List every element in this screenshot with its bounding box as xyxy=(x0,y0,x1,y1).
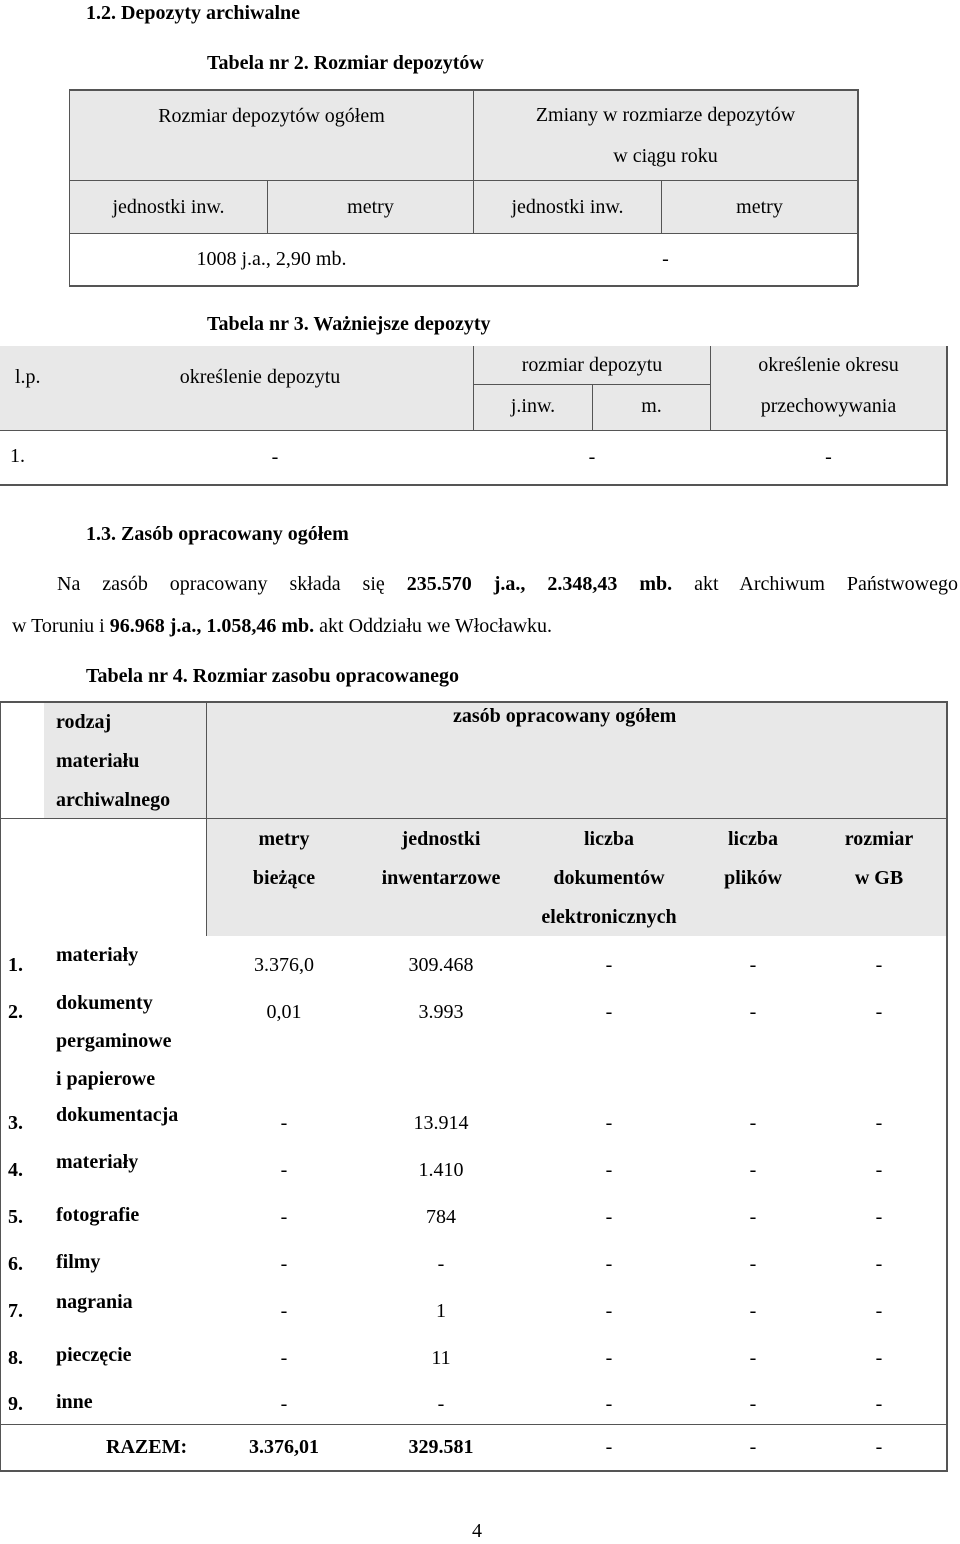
table4-row-name-line xyxy=(56,974,206,976)
table4-row-name-line xyxy=(56,1321,206,1323)
table4-cell-units: 1 xyxy=(436,1300,446,1322)
table4-row-name xyxy=(56,1196,206,1236)
section-heading: 1.3. Zasób opracowany ogółem xyxy=(86,523,349,545)
table4-cell-units: 3.993 xyxy=(418,1001,464,1023)
table3-col-period-sub: przechowywania xyxy=(760,394,897,417)
table4-row-name-line: dokumentacja xyxy=(56,1104,179,1126)
table3-row-size: - xyxy=(588,446,596,468)
table4-cell-gb: - xyxy=(875,1393,883,1415)
table4-cell-files: - xyxy=(749,1112,757,1134)
table4-row-lp: 8. xyxy=(8,1347,23,1369)
table4-row-lp: 4. xyxy=(8,1159,23,1181)
table4-total-e-docs: - xyxy=(605,1436,613,1458)
table4-row-name-line: nagrania xyxy=(56,1291,133,1313)
section-heading: 1.2. Depozyty archiwalne xyxy=(86,2,301,24)
table4-cell-gb: - xyxy=(875,1347,883,1369)
table4-cell-files: - xyxy=(749,1393,757,1415)
table4-row-lp: 6. xyxy=(8,1253,23,1275)
table4-cell-meters: - xyxy=(280,1253,288,1275)
table4-cell-e-docs: - xyxy=(605,1001,613,1023)
table4-cell-files: - xyxy=(749,1347,757,1369)
table4-cell-meters: 0,01 xyxy=(266,1001,302,1023)
table2-subheader: metry xyxy=(736,195,783,218)
table4-row-lp: 5. xyxy=(8,1206,23,1228)
section-paragraph-line xyxy=(12,563,958,605)
table3-row-name: - xyxy=(271,446,279,468)
table4-cell-units: - xyxy=(437,1253,445,1275)
table4-cell-meters: - xyxy=(280,1206,288,1228)
table3-col-size: rozmiar depozytu xyxy=(521,353,663,376)
table2-caption: Tabela nr 2. Rozmiar depozytów xyxy=(207,52,484,74)
page-number: 4 xyxy=(472,1520,482,1542)
table4-cell-gb: - xyxy=(875,1253,883,1275)
table4-row-name-line: pergaminowe xyxy=(56,1030,172,1052)
table4-col-files: liczba plików xyxy=(724,828,782,889)
table4-cell-meters: - xyxy=(280,1393,288,1415)
table4-cell-files: - xyxy=(749,1001,757,1023)
section-paragraph-line xyxy=(12,605,552,647)
table4-cell-gb: - xyxy=(875,1300,883,1322)
table4-cell-gb: - xyxy=(875,1112,883,1134)
table4-cell-e-docs: - xyxy=(605,1112,613,1134)
table4-cell-units: - xyxy=(437,1393,445,1415)
table4-cell-files: - xyxy=(749,1300,757,1322)
table4-row-name-line xyxy=(56,1181,206,1183)
table4-total-units: 329.581 xyxy=(408,1436,474,1458)
table4-row-name-line: pieczęcie xyxy=(56,1344,132,1366)
table4-col-meters: metry bieżące xyxy=(252,828,316,889)
table2-value-changes: - xyxy=(662,248,669,270)
table4-row-name-line: i papierowe xyxy=(56,1068,156,1090)
table4-cell-units: 309.468 xyxy=(408,954,474,976)
table4-cell-e-docs: - xyxy=(605,1347,613,1369)
table4-total-files: - xyxy=(749,1436,757,1458)
table4-head-kind: rodzaj materiału archiwalnego xyxy=(56,711,171,811)
paragraph-text: akt Oddziału we Włocławku. xyxy=(319,615,553,637)
table4-col-e-docs: liczba dokumentów elektronicznych xyxy=(541,828,677,928)
table4-row-name xyxy=(56,936,206,976)
table4-cell-units: 13.914 xyxy=(413,1112,469,1134)
table4-row-name-line: filmy xyxy=(56,1251,101,1273)
table4-cell-e-docs: - xyxy=(605,954,613,976)
paragraph-highlight: 96.968 j.a., 1.058,46 mb. xyxy=(109,615,315,637)
paragraph-text: akt Archiwum Państwowego xyxy=(694,573,958,595)
table4-cell-gb: - xyxy=(875,1001,883,1023)
table3-row-period: - xyxy=(825,446,832,468)
table2-value-total: 1008 j.a., 2,90 mb. xyxy=(196,248,347,270)
table4-row-name xyxy=(56,1096,206,1134)
table4-cell-gb: - xyxy=(875,1206,883,1228)
table4-cell-files: - xyxy=(749,1206,757,1228)
table3-col-name: określenie depozytu xyxy=(179,365,341,388)
table2-subheader: metry xyxy=(347,195,394,218)
table2-header-changes: Zmiany w rozmiarze depozytów xyxy=(535,103,796,126)
table4-row-name-line: inne xyxy=(56,1391,93,1413)
table3-caption: Tabela nr 3. Ważniejsze depozyty xyxy=(207,313,491,335)
table4-cell-units: 1.410 xyxy=(418,1159,464,1181)
table3-col-period: określenie okresu xyxy=(758,353,899,376)
table4-cell-files: - xyxy=(749,1159,757,1181)
table4-row-name xyxy=(56,1143,206,1183)
table3-col-size-units: j.inw. xyxy=(510,394,556,417)
table4-cell-gb: - xyxy=(875,954,883,976)
table4-cell-files: - xyxy=(749,1253,757,1275)
table4-cell-meters: 3.376,0 xyxy=(254,954,314,976)
table4-row-lp: 9. xyxy=(8,1393,23,1415)
table4-row-name-line: materiały xyxy=(56,944,139,966)
table4-cell-meters: - xyxy=(280,1112,288,1134)
table4-cell-meters: - xyxy=(280,1300,288,1322)
table4-cell-files: - xyxy=(749,954,757,976)
table4-row-name xyxy=(56,984,206,1098)
table2-header-total: Rozmiar depozytów ogółem xyxy=(158,104,385,127)
table3-row-lp: 1. xyxy=(10,445,25,467)
table4-row-name xyxy=(56,1336,206,1376)
table4-total-meters: 3.376,01 xyxy=(249,1436,319,1458)
table4-cell-e-docs: - xyxy=(605,1300,613,1322)
table4-cell-units: 784 xyxy=(426,1206,456,1228)
table4-cell-e-docs: - xyxy=(605,1393,613,1415)
table4-caption: Tabela nr 4. Rozmiar zasobu opracowanego xyxy=(86,665,459,687)
table4-row-lp: 1. xyxy=(8,954,23,976)
paragraph-highlight: 235.570 j.a., 2.348,43 mb. xyxy=(406,573,673,595)
table4-row-lp: 2. xyxy=(8,1001,23,1023)
table4-head-total: zasób opracowany ogółem xyxy=(453,705,677,727)
table4-cell-e-docs: - xyxy=(605,1159,613,1181)
table4-row-name-line: fotografie xyxy=(56,1204,140,1226)
table3-col-size-m: m. xyxy=(641,394,662,417)
table2-subheader: jednostki inw. xyxy=(112,195,225,218)
table4-cell-gb: - xyxy=(875,1159,883,1181)
table4-row-lp: 3. xyxy=(8,1112,23,1134)
table4-row-name-line: dokumenty xyxy=(56,992,153,1014)
table2-header-changes-sub: w ciągu roku xyxy=(613,144,718,167)
table4-cell-meters: - xyxy=(280,1347,288,1369)
table4-total-label: RAZEM: xyxy=(106,1436,188,1458)
table4-total-gb: - xyxy=(875,1436,883,1458)
table4-col-units: jednostki inwentarzowe xyxy=(381,828,501,889)
table4-row-lp: 7. xyxy=(8,1300,23,1322)
paragraph-text: Na zasób opracowany składa się xyxy=(57,573,385,595)
table4-cell-units: 11 xyxy=(431,1347,451,1369)
table4-row-name xyxy=(56,1283,206,1323)
table4-row-name xyxy=(56,1243,206,1283)
paragraph-text: w Toruniu i xyxy=(12,615,105,637)
table4-row-name xyxy=(56,1383,206,1423)
table4-cell-e-docs: - xyxy=(605,1206,613,1228)
table4-cell-e-docs: - xyxy=(605,1253,613,1275)
table4-row-name-line: materiały xyxy=(56,1151,139,1173)
table2-subheader: jednostki inw. xyxy=(511,195,624,218)
table3-col-lp: l.p. xyxy=(15,366,41,388)
table4-col-gb: rozmiar w GB xyxy=(844,828,914,889)
table4-cell-meters: - xyxy=(280,1159,288,1181)
